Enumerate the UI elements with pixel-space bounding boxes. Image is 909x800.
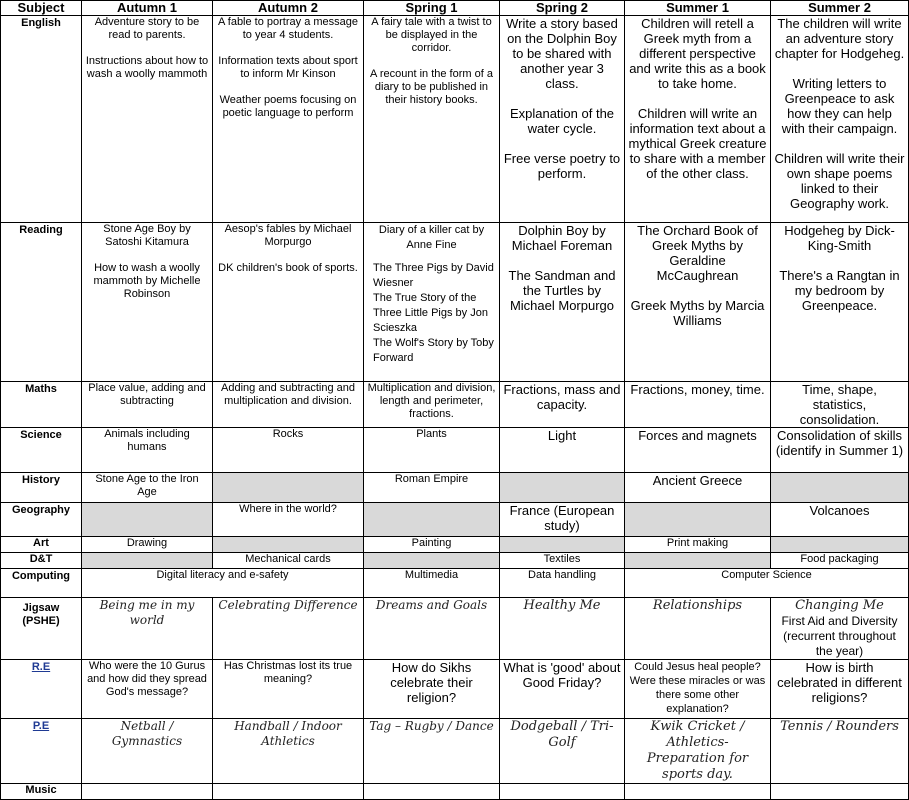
art-spring-1: Painting — [364, 537, 500, 553]
jigsaw-spring-1: Dreams and Goals — [364, 598, 500, 660]
history-autumn-1: Stone Age to the Iron Age — [82, 473, 213, 503]
science-autumn-2: Rocks — [213, 428, 364, 473]
art-summer-1: Print making — [625, 537, 771, 553]
english-autumn-1: Adventure story to be read to parents. Instructions about how to wash a woolly mammoth — [82, 16, 213, 223]
maths-summer-2: Time, shape, statistics, consolidation. — [771, 382, 909, 428]
row-pe — [1, 719, 909, 784]
header-spring-1: Spring 1 — [364, 1, 500, 16]
row-dt — [1, 553, 909, 569]
row-english — [1, 16, 909, 223]
science-autumn-1: Animals including humans — [82, 428, 213, 473]
subject-history: History — [1, 473, 82, 503]
pe-summer-2: Tennis / Rounders — [771, 719, 909, 784]
jigsaw-summer-1: Relationships — [625, 598, 771, 660]
reading-spring-1: Diary of a killer cat by Anne Fine The Three Pigs by David Wiesner The True Story of the Three Little Pigs by Jon Scieszka The Wolf's Story by Toby Forward — [364, 223, 500, 382]
geography-summer-2: Volcanoes — [771, 503, 909, 537]
dt-spring-2: Textiles — [500, 553, 625, 569]
music-summer-1-empty — [625, 784, 771, 800]
jigsaw-spring-2: Healthy Me — [500, 598, 625, 660]
header-subject: Subject — [1, 1, 82, 16]
subject-jigsaw: Jigsaw (PSHE) — [1, 598, 82, 660]
subject-computing: Computing — [1, 569, 82, 598]
jigsaw-autumn-2: Celebrating Difference — [213, 598, 364, 660]
science-spring-2: Light — [500, 428, 625, 473]
english-summer-1: Children will retell a Greek myth from a different perspective and write this as a book to take home. Children will write an information text about a mythical Greek creature to share with a member of the other class. — [625, 16, 771, 223]
subject-reading: Reading — [1, 223, 82, 382]
art-summer-2-empty — [771, 537, 909, 553]
jigsaw-autumn-1: Being me in my world — [82, 598, 213, 660]
row-science — [1, 428, 909, 473]
header-summer-2: Summer 2 — [771, 1, 909, 16]
history-autumn-2-empty — [213, 473, 364, 503]
subject-dt: D&T — [1, 553, 82, 569]
maths-autumn-1: Place value, adding and subtracting — [82, 382, 213, 428]
subject-geography: Geography — [1, 503, 82, 537]
music-autumn-1-empty — [82, 784, 213, 800]
pe-autumn-1: Netball / Gymnastics — [82, 719, 213, 784]
subject-music: Music — [1, 784, 82, 800]
pe-spring-2: Dodgeball / Tri-Golf — [500, 719, 625, 784]
music-spring-1-empty — [364, 784, 500, 800]
pe-spring-1: Tag – Rugby / Dance — [364, 719, 500, 784]
reading-summer-2: Hodgeheg by Dick-King-Smith There's a Rangtan in my bedroom by Greenpeace. — [771, 223, 909, 382]
maths-autumn-2: Adding and subtracting and multiplication and division. — [213, 382, 364, 428]
maths-summer-1: Fractions, money, time. — [625, 382, 771, 428]
english-spring-1: A fairy tale with a twist to be displayed in the corridor. A recount in the form of a diary to be published in their history books. — [364, 16, 500, 223]
geography-autumn-1-empty — [82, 503, 213, 537]
subject-pe: P.E — [1, 719, 82, 784]
header-autumn-2: Autumn 2 — [213, 1, 364, 16]
re-summer-1: Could Jesus heal people? Were these miracles or was there some other explanation? — [625, 660, 771, 719]
header-row — [1, 1, 909, 16]
music-summer-2-empty — [771, 784, 909, 800]
row-music — [1, 784, 909, 800]
art-autumn-1: Drawing — [82, 537, 213, 553]
row-reading — [1, 223, 909, 382]
geography-autumn-2: Where in the world? — [213, 503, 364, 537]
jigsaw-summer-2: Changing Me First Aid and Diversity (recurrent throughout the year) — [771, 598, 909, 660]
re-autumn-2: Has Christmas lost its true meaning? — [213, 660, 364, 719]
re-spring-2: What is 'good' about Good Friday? — [500, 660, 625, 719]
pe-summer-1: Kwik Cricket / Athletics-Preparation for sports day. — [625, 719, 771, 784]
music-spring-2-empty — [500, 784, 625, 800]
maths-spring-2: Fractions, mass and capacity. — [500, 382, 625, 428]
geography-spring-2: France (European study) — [500, 503, 625, 537]
reading-spring-2: Dolphin Boy by Michael Foreman The Sandman and the Turtles by Michael Morpurgo — [500, 223, 625, 382]
header-summer-1: Summer 1 — [625, 1, 771, 16]
english-summer-2: The children will write an adventure story chapter for Hodgeheg. Writing letters to Greenpeace to ask how they can help with their campaign. Children will write their own shape poems linked to their Geography work. — [771, 16, 909, 223]
re-autumn-1: Who were the 10 Gurus and how did they spread God's message? — [82, 660, 213, 719]
subject-art: Art — [1, 537, 82, 553]
history-summer-1: Ancient Greece — [625, 473, 771, 503]
header-autumn-1: Autumn 1 — [82, 1, 213, 16]
computing-summer: Computer Science — [625, 569, 909, 598]
dt-summer-2: Food packaging — [771, 553, 909, 569]
row-jigsaw — [1, 598, 909, 660]
history-summer-2-empty — [771, 473, 909, 503]
art-autumn-2-empty — [213, 537, 364, 553]
computing-autumn: Digital literacy and e-safety — [82, 569, 364, 598]
dt-spring-1-empty — [364, 553, 500, 569]
subject-maths: Maths — [1, 382, 82, 428]
dt-autumn-2: Mechanical cards — [213, 553, 364, 569]
geography-spring-1-empty — [364, 503, 500, 537]
row-maths — [1, 382, 909, 428]
dt-autumn-1-empty — [82, 553, 213, 569]
subject-english: English — [1, 16, 82, 223]
history-spring-2-empty — [500, 473, 625, 503]
science-summer-2: Consolidation of skills (identify in Summer 1) — [771, 428, 909, 473]
science-summer-1: Forces and magnets — [625, 428, 771, 473]
english-spring-2: Write a story based on the Dolphin Boy to be shared with another year 3 class. Explanation of the water cycle. Free verse poetry to perform. — [500, 16, 625, 223]
pe-autumn-2: Handball / Indoor Athletics — [213, 719, 364, 784]
english-autumn-2: A fable to portray a message to year 4 students. Information texts about sport to inform Mr Kinson Weather poems focusing on poetic language to perform — [213, 16, 364, 223]
reading-summer-1: The Orchard Book of Greek Myths by Geraldine McCaughrean Greek Myths by Marcia Williams — [625, 223, 771, 382]
re-summer-2: How is birth celebrated in different religions? — [771, 660, 909, 719]
science-spring-1: Plants — [364, 428, 500, 473]
dt-summer-1-empty — [625, 553, 771, 569]
row-geography — [1, 503, 909, 537]
row-computing — [1, 569, 909, 598]
reading-autumn-1: Stone Age Boy by Satoshi Kitamura How to wash a woolly mammoth by Michelle Robinson — [82, 223, 213, 382]
geography-summer-1-empty — [625, 503, 771, 537]
header-spring-2: Spring 2 — [500, 1, 625, 16]
music-autumn-2-empty — [213, 784, 364, 800]
maths-spring-1: Multiplication and division, length and perimeter, fractions. — [364, 382, 500, 428]
reading-autumn-2: Aesop's fables by Michael Morpurgo DK children's book of sports. — [213, 223, 364, 382]
row-art — [1, 537, 909, 553]
history-spring-1: Roman Empire — [364, 473, 500, 503]
subject-science: Science — [1, 428, 82, 473]
art-spring-2-empty — [500, 537, 625, 553]
subject-re: R.E — [1, 660, 82, 719]
computing-spring-1: Multimedia — [364, 569, 500, 598]
row-history — [1, 473, 909, 503]
re-spring-1: How do Sikhs celebrate their religion? — [364, 660, 500, 719]
computing-spring-2: Data handling — [500, 569, 625, 598]
row-re — [1, 660, 909, 719]
